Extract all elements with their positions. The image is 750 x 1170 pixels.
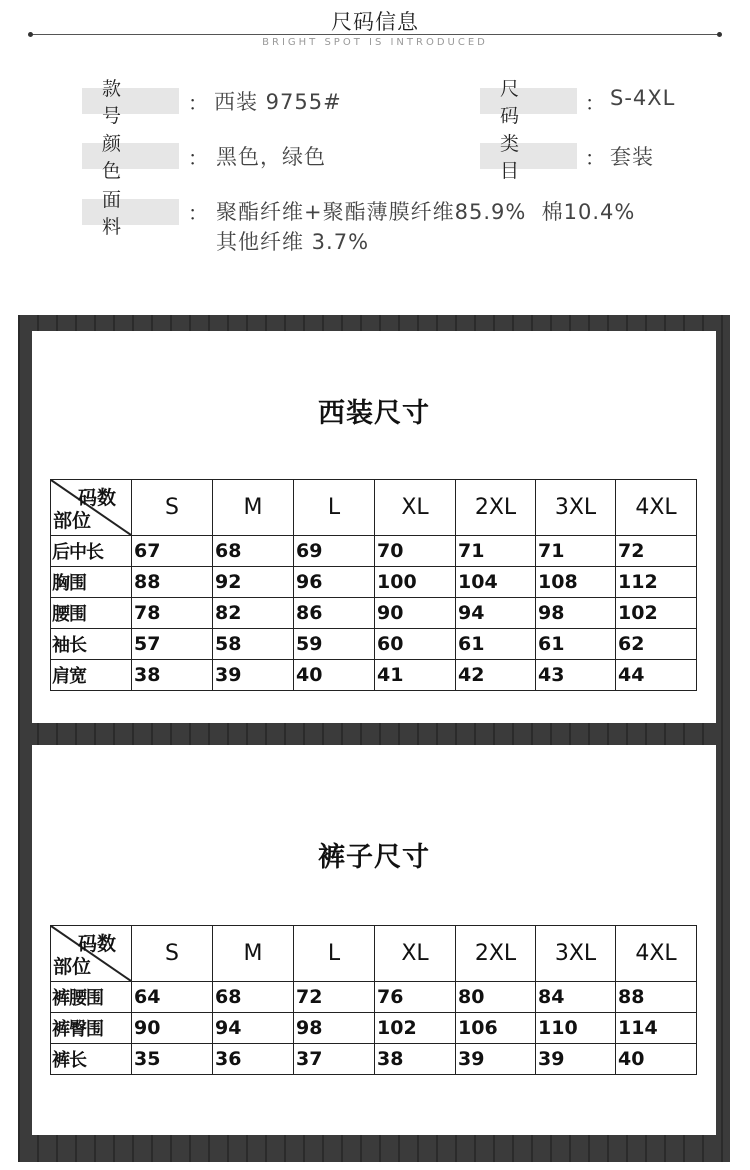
suit-table-title: 西装尺寸 [318,398,430,429]
table-row [51,660,697,691]
table-cell: 88 [616,982,697,1013]
row-label: 腰围 [51,598,132,629]
table-cell: 35 [132,1044,213,1075]
fabric-value-line2: 其他纤维 3.7% [216,230,370,254]
table-cell: 57 [132,629,213,660]
table-cell: 96 [294,567,375,598]
size-colon: ： [585,91,605,115]
table-row [51,567,697,598]
size-header-l: L [294,480,375,536]
table-cell: 41 [375,660,456,691]
table-cell: 88 [132,567,213,598]
pants-corner-cell [51,926,132,982]
suit-corner-cell [51,480,132,536]
table-cell: 104 [456,567,536,598]
size-header-m: M [213,480,294,536]
fabric-value-line1: 聚酯纤维+聚酯薄膜纤维85.9% 棉10.4% [216,200,636,224]
table-cell: 92 [213,567,294,598]
table-cell: 102 [616,598,697,629]
table-cell: 61 [456,629,536,660]
table-cell: 94 [456,598,536,629]
table-row [51,982,697,1013]
size-label: 尺码 [480,88,577,114]
category-colon: ： [585,146,605,170]
page-title: 尺码信息 [331,10,419,34]
table-cell: 86 [294,598,375,629]
table-cell: 39 [213,660,294,691]
pants-size-table [50,925,697,1075]
row-label: 袖长 [51,629,132,660]
table-cell: 110 [536,1013,616,1044]
size-header-xl: XL [375,926,456,982]
table-cell: 60 [375,629,456,660]
size-header-s: S [132,926,213,982]
suit-size-panel [18,315,730,745]
table-cell: 71 [536,536,616,567]
table-cell: 70 [375,536,456,567]
table-cell: 106 [456,1013,536,1044]
suit-size-table [50,479,697,691]
title-divider [30,34,720,35]
table-cell: 39 [456,1044,536,1075]
style-no-label: 款号 [82,88,179,114]
table-cell: 68 [213,982,294,1013]
table-cell: 114 [616,1013,697,1044]
page-subtitle: BRIGHT SPOT IS INTRODUCED [262,37,488,48]
table-cell: 102 [375,1013,456,1044]
table-cell: 40 [616,1044,697,1075]
table-cell: 38 [132,660,213,691]
table-row [51,536,697,567]
category-value: 套装 [610,145,654,169]
size-header-2xl: 2XL [456,480,536,536]
table-cell: 76 [375,982,456,1013]
table-cell: 90 [375,598,456,629]
table-cell: 72 [294,982,375,1013]
pants-size-panel [18,725,730,1162]
size-header-3xl: 3XL [536,480,616,536]
table-cell: 38 [375,1044,456,1075]
table-row [51,1044,697,1075]
row-label: 裤臀围 [51,1013,132,1044]
corner-size-label: 码数 [77,487,116,509]
table-cell: 90 [132,1013,213,1044]
color-value: 黑色，绿色 [216,145,326,169]
table-cell: 58 [213,629,294,660]
row-label: 肩宽 [51,660,132,691]
fabric-colon: ： [188,201,208,225]
corner-size-label: 码数 [77,933,116,955]
pants-header-row [51,926,697,982]
table-cell: 112 [616,567,697,598]
style-no-value: 西装 9755# [214,90,342,114]
table-cell: 67 [132,536,213,567]
table-cell: 59 [294,629,375,660]
size-header-s: S [132,480,213,536]
table-cell: 71 [456,536,536,567]
size-header-l: L [294,926,375,982]
table-cell: 39 [536,1044,616,1075]
table-cell: 98 [536,598,616,629]
fabric-label: 面料 [82,199,179,225]
size-header-m: M [213,926,294,982]
table-cell: 72 [616,536,697,567]
style-no-colon: ： [188,91,208,115]
row-label: 后中长 [51,536,132,567]
table-row [51,629,697,660]
table-cell: 61 [536,629,616,660]
table-cell: 64 [132,982,213,1013]
size-header-2xl: 2XL [456,926,536,982]
size-header-4xl: 4XL [616,480,697,536]
table-cell: 36 [213,1044,294,1075]
pants-size-card [32,745,716,1135]
size-header-4xl: 4XL [616,926,697,982]
size-header-3xl: 3XL [536,926,616,982]
table-cell: 44 [616,660,697,691]
table-cell: 62 [616,629,697,660]
corner-part-label: 部位 [53,510,92,532]
suit-size-card [32,331,716,723]
color-label: 颜色 [82,143,179,169]
table-row [51,598,697,629]
color-colon: ： [188,146,208,170]
table-cell: 68 [213,536,294,567]
table-row [51,1013,697,1044]
table-cell: 42 [456,660,536,691]
table-cell: 40 [294,660,375,691]
table-cell: 82 [213,598,294,629]
table-cell: 80 [456,982,536,1013]
table-cell: 108 [536,567,616,598]
pants-table-title: 裤子尺寸 [318,842,430,873]
table-cell: 78 [132,598,213,629]
table-cell: 69 [294,536,375,567]
row-label: 胸围 [51,567,132,598]
corner-part-label: 部位 [53,956,92,978]
table-cell: 37 [294,1044,375,1075]
suit-header-row [51,480,697,536]
category-label: 类目 [480,143,577,169]
table-cell: 43 [536,660,616,691]
table-cell: 84 [536,982,616,1013]
table-cell: 98 [294,1013,375,1044]
size-header-xl: XL [375,480,456,536]
size-value: S-4XL [610,86,676,110]
table-cell: 100 [375,567,456,598]
row-label: 裤腰围 [51,982,132,1013]
table-cell: 94 [213,1013,294,1044]
row-label: 裤长 [51,1044,132,1075]
